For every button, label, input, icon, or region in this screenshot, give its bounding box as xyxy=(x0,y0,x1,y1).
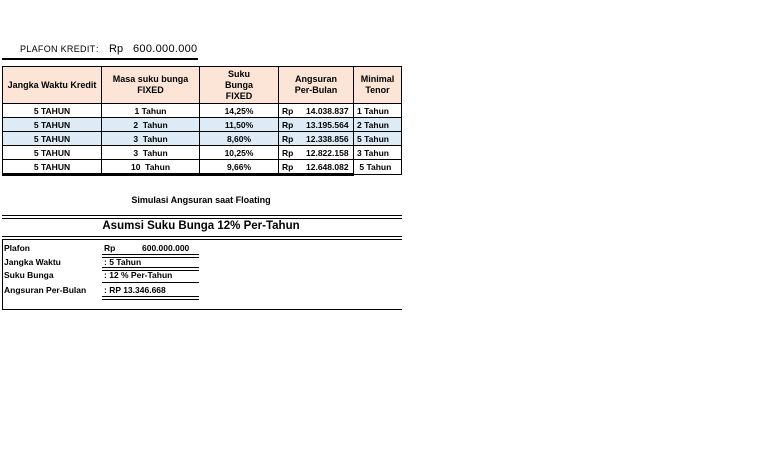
cell-angsuran xyxy=(279,146,354,160)
simulation-title: Simulasi Angsuran saat Floating xyxy=(131,195,271,205)
header-angsuran xyxy=(279,67,354,104)
assumption-title-rule xyxy=(2,236,402,240)
cell-masa: 2 Tahun xyxy=(102,118,200,132)
cell-angsuran-value: 14.038.837 xyxy=(306,105,349,116)
cell-tenor: 5 Tahun xyxy=(354,132,402,146)
cell-angsuran-value: 12.338.856 xyxy=(306,133,349,144)
plafon-underline xyxy=(2,58,198,60)
cell-rp: Rp xyxy=(282,161,294,172)
info-underline xyxy=(102,296,199,300)
assumption-top-rule xyxy=(2,215,402,219)
cell-angsuran-value: 13.195.564 xyxy=(306,119,349,130)
info-plafon-label: Plafon xyxy=(4,243,30,253)
cell-masa: 10 Tahun xyxy=(102,160,200,175)
info-plafon-currency: Rp xyxy=(104,243,116,253)
cell-jangka: 5 TAHUN xyxy=(3,160,102,175)
table-row xyxy=(3,132,402,146)
header-minimal-tenor xyxy=(354,67,402,104)
fixed-rate-table xyxy=(2,66,402,176)
header-masa-text: Masa suku bunga FIXED xyxy=(112,74,189,95)
cell-jangka: 5 TAHUN xyxy=(3,146,102,160)
info-bunga-label: Suku Bunga xyxy=(4,270,54,280)
table-header-row xyxy=(3,67,402,104)
cell-masa: 3 Tahun xyxy=(102,146,200,160)
cell-masa: 3 Tahun xyxy=(102,132,200,146)
cell-rp: Rp xyxy=(282,105,294,116)
table-row xyxy=(3,160,402,175)
cell-masa: 1 Tahun xyxy=(102,104,200,118)
cell-angsuran-value: 12.822.158 xyxy=(306,147,349,158)
cell-angsuran xyxy=(279,160,354,175)
assumption-bottom-rule xyxy=(2,309,402,310)
info-angsuran-value: : RP 13.346.668 xyxy=(104,285,166,295)
cell-rp: Rp xyxy=(282,147,294,158)
header-masa-suku-bunga xyxy=(102,67,200,104)
cell-rp: Rp xyxy=(282,133,294,144)
cell-bunga: 9,66% xyxy=(200,160,279,175)
cell-bunga: 8,60% xyxy=(200,132,279,146)
cell-angsuran xyxy=(279,132,354,146)
info-plafon-amount: 600.000.000 xyxy=(142,243,190,253)
cell-bunga: 10,25% xyxy=(200,146,279,160)
cell-bunga: 11,50% xyxy=(200,118,279,132)
header-tenor-text: Minimal Tenor xyxy=(360,74,395,95)
info-angsuran-label: Angsuran Per-Bulan xyxy=(4,285,87,295)
cell-tenor: 5 Tahun xyxy=(354,160,402,175)
cell-jangka: 5 TAHUN xyxy=(3,132,102,146)
header-suku-bunga-text: Suku Bunga FIXED xyxy=(225,68,253,101)
cell-tenor: 2 Tahun xyxy=(354,118,402,132)
info-jangka-label: Jangka Waktu xyxy=(4,257,61,267)
cell-tenor: 3 Tahun xyxy=(354,146,402,160)
header-jangka-waktu: Jangka Waktu Kredit xyxy=(3,67,102,104)
header-angsuran-text: Angsuran Per-Bulan xyxy=(294,74,338,95)
cell-tenor: 1 Tahun xyxy=(354,104,402,118)
cell-angsuran xyxy=(279,104,354,118)
plafon-amount: 600.000.000 xyxy=(133,43,198,55)
info-underline xyxy=(102,282,199,283)
cell-jangka: 5 TAHUN xyxy=(3,118,102,132)
table-row xyxy=(3,146,402,160)
table-row xyxy=(3,104,402,118)
cell-angsuran-value: 12.648.082 xyxy=(306,161,349,172)
header-suku-bunga xyxy=(200,67,279,104)
cell-bunga: 14,25% xyxy=(200,104,279,118)
table-row xyxy=(3,118,402,132)
cell-jangka: 5 TAHUN xyxy=(3,104,102,118)
plafon-separator: : xyxy=(96,44,99,54)
plafon-currency: Rp xyxy=(109,43,124,55)
info-row-bunga xyxy=(3,269,199,282)
plafon-label: PLAFON KREDIT xyxy=(20,44,96,54)
info-bunga-value: : 12 % Per-Tahun xyxy=(104,270,173,280)
info-jangka-value: : 5 Tahun xyxy=(104,257,142,267)
cell-angsuran xyxy=(279,118,354,132)
cell-rp: Rp xyxy=(282,119,294,130)
assumption-title: Asumsi Suku Bunga 12% Per-Tahun xyxy=(102,220,300,232)
